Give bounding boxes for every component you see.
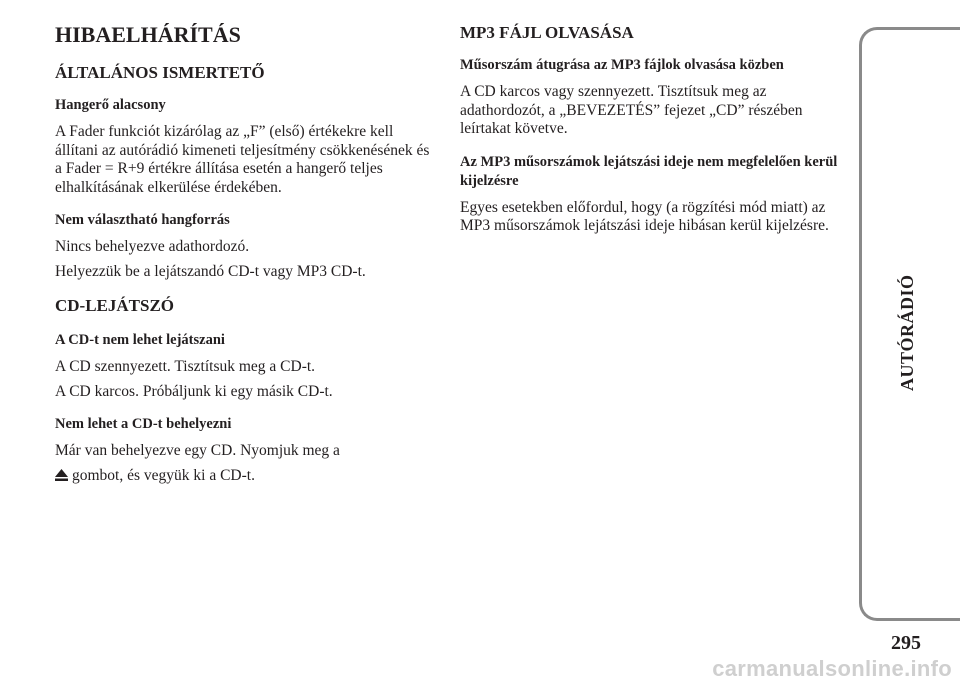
- watermark: carmanualsonline.info: [712, 656, 952, 681]
- page-number: 295: [891, 632, 921, 654]
- time-heading: Az MP3 műsorszámok lejátszási ideje nem megfelelően kerül kijelzésre: [460, 153, 838, 189]
- section-heading-general: ÁLTALÁNOS ISMERTETŐ: [55, 63, 265, 82]
- volume-heading: Hangerő alacsony: [55, 97, 166, 113]
- source-text-1: Nincs behelyezve adathordozó.: [55, 238, 250, 255]
- skip-text: A CD karcos vagy szennyezett. Tisztítsuk meg az adathordozót, a „BEVEZETÉS” fejezet „CD” részében leírtakat követve.: [460, 83, 803, 137]
- cd-noplay-text-1: A CD szennyezett. Tisztítsuk meg a CD-t.: [55, 358, 316, 375]
- cd-noinsert-heading: Nem lehet a CD-t behelyezni: [55, 416, 232, 432]
- skip-heading: Műsorszám átugrása az MP3 fájlok olvasása közben: [460, 57, 784, 73]
- section-heading-cd: CD-LEJÁTSZÓ: [55, 296, 175, 315]
- left-column: [55, 22, 440, 499]
- volume-text: A Fader funkciót kizárólag az „F” (első) értékekre kell állítani az autórádió kimeneti teljesítmény csökkenésének és a Fader = R+9 értékre állítása esetén a hangerő teljes elhalkításának elkerülése érdekében.: [55, 123, 430, 196]
- source-text-2: Helyezzük be a lejátszandó CD-t vagy MP3 CD-t.: [55, 262, 366, 280]
- cd-noinsert-line-2: [55, 467, 440, 486]
- right-column: [460, 22, 852, 250]
- time-block: [460, 153, 852, 236]
- eject-icon: [55, 469, 68, 481]
- source-block: [55, 211, 440, 281]
- cd-noinsert-text-1: Már van behelyezve egy CD. Nyomjuk meg a: [55, 442, 340, 459]
- skip-block: [460, 56, 852, 139]
- volume-block: [55, 96, 440, 197]
- cd-noplay-text-2: A CD karcos. Próbáljunk ki egy másik CD-t.: [55, 382, 333, 400]
- cd-noinsert-text-2: gombot, és vegyük ki a CD-t.: [72, 466, 255, 484]
- side-tab-label: AUTÓRÁDIÓ: [897, 274, 917, 391]
- page-title: HIBAELHÁRÍTÁS: [55, 22, 241, 47]
- section-heading-mp3: MP3 FÁJL OLVASÁSA: [460, 23, 634, 42]
- cd-noinsert-block: [55, 415, 440, 485]
- source-heading: Nem választható hangforrás: [55, 212, 230, 228]
- time-text: Egyes esetekben előfordul, hogy (a rögzítési mód miatt) az MP3 műsorszámok lejátszási ideje hibásan kerül kijelzésre.: [460, 198, 829, 234]
- cd-noplay-heading: A CD-t nem lehet lejátszani: [55, 332, 225, 348]
- cd-noplay-block: [55, 331, 440, 401]
